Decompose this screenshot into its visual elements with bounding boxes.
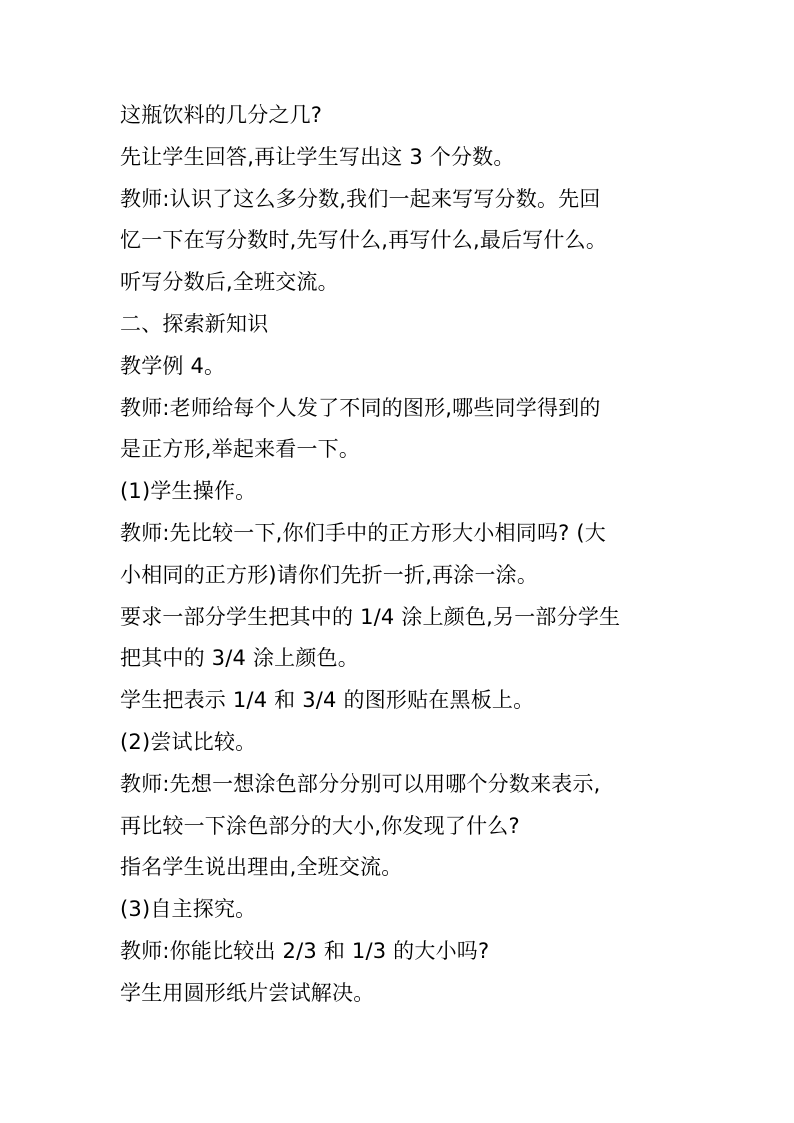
text-line: 先让学生回答,再让学生写出这 3 个分数。	[120, 144, 515, 169]
text-line: 听写分数后,全班交流。	[120, 270, 339, 295]
text-line: 小相同的正方形)请你们先折一折,再涂一涂。	[120, 562, 539, 587]
section-heading: 二、探索新知识	[120, 311, 269, 336]
text-line: 是正方形,举起来看一下。	[120, 437, 361, 462]
text-line: 要求一部分学生把其中的 1/4 涂上颜色,另一部分学生	[120, 604, 621, 629]
text-line: 学生用圆形纸片尝试解决。	[120, 980, 375, 1005]
document-body	[120, 95, 695, 1015]
text-line: (1)学生操作。	[120, 479, 257, 504]
text-line: 教师:先比较一下,你们手中的正方形大小相同吗? (大	[120, 520, 606, 545]
text-line: 教师:老师给每个人发了不同的图形,哪些同学得到的	[120, 395, 601, 420]
text-line: 这瓶饮料的几分之几?	[120, 103, 323, 127]
text-line: 再比较一下涂色部分的大小,你发现了什么?	[120, 813, 520, 838]
text-line: 教师:你能比较出 2/3 和 1/3 的大小吗?	[120, 938, 490, 963]
text-line: (2)尝试比较。	[120, 729, 257, 754]
text-line: 教学例 4。	[120, 353, 226, 378]
text-line: 指名学生说出理由,全班交流。	[120, 855, 403, 880]
text-line: (3)自主探究。	[120, 897, 257, 922]
text-line: 教师:认识了这么多分数,我们一起来写写分数。先回	[120, 186, 601, 211]
text-line: 忆一下在写分数时,先写什么,再写什么,最后写什么。	[120, 228, 608, 253]
text-line: 把其中的 3/4 涂上颜色。	[120, 646, 359, 671]
text-line: 学生把表示 1/4 和 3/4 的图形贴在黑板上。	[120, 688, 535, 713]
text-line: 教师:先想一想涂色部分分别可以用哪个分数来表示,	[120, 771, 601, 796]
